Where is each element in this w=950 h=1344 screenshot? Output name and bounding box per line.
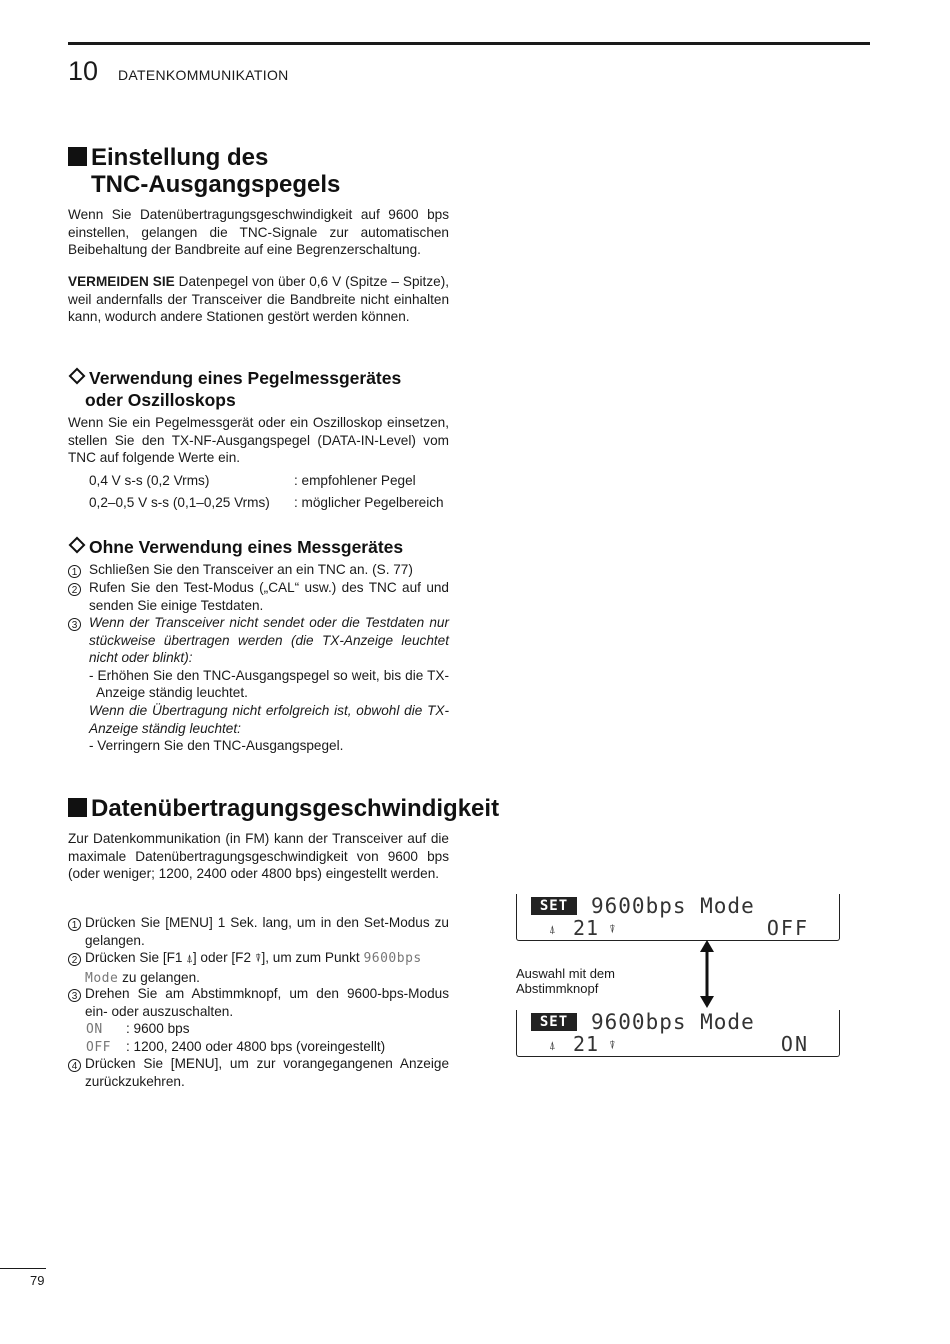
subheading-level-meter: [68, 367, 401, 411]
square-bullet-icon: [68, 147, 87, 166]
page-number: 79: [30, 1273, 45, 1288]
up-arrow-icon: ⍋: [549, 924, 556, 936]
step-text: Drehen Sie am Abstimmknopf, um den 9600-bps-Modus ein- oder auszuschalten.: [85, 986, 449, 1019]
lcd-display-on: [516, 1010, 840, 1057]
option-on: [86, 1020, 190, 1039]
level-row-range: [89, 494, 270, 512]
diamond-bullet-icon: [69, 368, 86, 385]
speed-step-4: [68, 1055, 449, 1090]
step-condition-1: Wenn der Transceiver nicht sendet oder die Testdaten nur stückweise übertragen werden (die TX-Anzeige leuchtet nicht oder blinkt):: [89, 615, 449, 666]
warning-text: Datenpegel von über 0,6 V (Spitze – Spitze), weil andernfalls der Transceiver die Bandbreite nicht einhalten kann, wodurch andere Stationen gestört werden können.: [68, 274, 449, 325]
double-arrow-icon: [697, 940, 717, 1008]
square-bullet-icon: [68, 798, 87, 817]
speed-step-1: [68, 914, 449, 949]
up-arrow-icon: ⍋: [549, 1040, 556, 1052]
subheading-line1: Verwendung eines Pegelmessgerätes: [89, 368, 402, 388]
section-title: Datenübertragungsgeschwindigkeit: [91, 795, 500, 822]
level-desc-recommended: : empfohlener Pegel: [294, 473, 416, 488]
step-number: 3: [68, 618, 81, 631]
subheading-line2: oder Oszilloskops: [85, 390, 236, 410]
option-desc: : 9600 bps: [126, 1021, 190, 1036]
no-meter-step-1: [68, 561, 449, 579]
step-action-1: - Erhöhen Sie den TNC-Ausgangspegel so weit, bis die TX-Anzeige ständig leuchtet.: [89, 667, 449, 701]
no-meter-step-3: [68, 614, 456, 755]
step-text-part: zu gelangen.: [118, 969, 200, 985]
subheading-title: Ohne Verwendung eines Messgerätes: [89, 537, 404, 557]
speed-step-2: [68, 949, 449, 987]
step-text: [68, 949, 449, 987]
option-desc: : 1200, 2400 oder 4800 bps (voreingestellt): [126, 1039, 386, 1054]
up-arrow-icon: ⍋: [186, 953, 193, 965]
lcd-value: ON: [780, 1032, 809, 1056]
step-number: 3: [68, 989, 81, 1002]
diamond-bullet-icon: [69, 537, 86, 554]
section2-intro: Zur Datenkommunikation (in FM) kann der Transceiver auf die maximale Datenübertragungsgeschwindigkeit von 9600 bps (oder weniger; 1200, 2400 oder 4800 bps) eingestellt werden.: [68, 831, 449, 882]
step-condition-2: Wenn die Übertragung nicht erfolgreich ist, obwohl die TX-Anzeige ständig leuchtet:: [89, 702, 449, 736]
step-number: 2: [68, 953, 81, 966]
no-meter-step-2: [68, 579, 449, 614]
step-number: 2: [68, 583, 81, 596]
step-number: 1: [68, 565, 81, 578]
level-value: 0,2–0,5 V s-s (0,1–0,25 Vrms): [89, 495, 270, 510]
level-meter-text: Wenn Sie ein Pegelmessgerät oder ein Oszilloskop einsetzen, stellen Sie den TX-NF-Ausgangspegel (DATA-IN-Level) vom TNC auf folgende Werte ein.: [68, 415, 449, 466]
section-heading-data-speed: [68, 795, 499, 822]
section-title-line1: Einstellung des: [91, 144, 269, 171]
lcd-item-label: Mode: [85, 970, 119, 986]
step-number: 4: [68, 1059, 81, 1072]
lcd-item-number: 21: [573, 916, 600, 940]
section1-warning: [68, 273, 449, 326]
down-arrow-icon: ⍒: [609, 1040, 616, 1052]
warning-label: VERMEIDEN SIE: [68, 274, 175, 289]
section-title-line2: TNC-Ausgangspegels: [91, 171, 341, 198]
speed-step-3: [68, 985, 449, 1020]
level-desc-range: : möglicher Pegelbereich: [294, 495, 444, 510]
lcd-display-off: [516, 894, 840, 941]
down-arrow-icon: ⍒: [254, 953, 262, 965]
step-text-part: ] oder [F2: [192, 950, 255, 965]
lcd-item-label: 9600bps: [363, 951, 422, 966]
header-rule: [68, 42, 870, 45]
section-heading-tnc-level: [68, 144, 340, 198]
step-action-2: - Verringern Sie den TNC-Ausgangspegel.: [89, 738, 344, 754]
level-value: 0,4 V s-s (0,2 Vrms): [89, 473, 210, 488]
footer-rule: [0, 1268, 46, 1269]
lcd-item-number: 21: [573, 1032, 600, 1056]
level-row-recommended: [89, 472, 209, 490]
lcd-line1: 9600bps Mode: [591, 1010, 755, 1034]
step-text: Drücken Sie [MENU], um zur vorangegangenen Anzeige zurückzukehren.: [85, 1056, 449, 1089]
option-label: OFF: [86, 1040, 111, 1055]
step-text-part: ], um zum Punkt: [261, 950, 364, 965]
chapter-title: DATENKOMMUNIKATION: [118, 67, 289, 83]
step-number: 1: [68, 918, 81, 931]
chapter-number: 10: [68, 56, 99, 86]
down-arrow-icon: ⍒: [609, 924, 616, 936]
option-off: [86, 1038, 385, 1057]
step-text: Drücken Sie [MENU] 1 Sek. lang, um in den Set-Modus zu gelangen.: [85, 915, 449, 948]
lcd-value: OFF: [766, 916, 809, 940]
figure-caption: Auswahl mit dem Abstimmknopf: [516, 966, 615, 996]
subheading-no-meter: [68, 536, 403, 558]
step-text: Schließen Sie den Transceiver an ein TNC an. (S. 77): [89, 562, 413, 577]
set-indicator: SET: [531, 1013, 577, 1031]
lcd-line1: 9600bps Mode: [591, 894, 755, 918]
option-label: ON: [86, 1022, 103, 1037]
step-text: Rufen Sie den Test-Modus („CAL“ usw.) des TNC auf und senden Sie einige Testdaten.: [89, 580, 449, 613]
section1-intro: Wenn Sie Datenübertragungsgeschwindigkeit auf 9600 bps einstellen, gelangen die TNC-Signale zur automatischen Beibehaltung der Bandbreite auf eine Begrenzerschaltung.: [68, 207, 449, 258]
set-indicator: SET: [531, 897, 577, 915]
step-text-part: Drücken Sie [F1: [85, 950, 187, 965]
